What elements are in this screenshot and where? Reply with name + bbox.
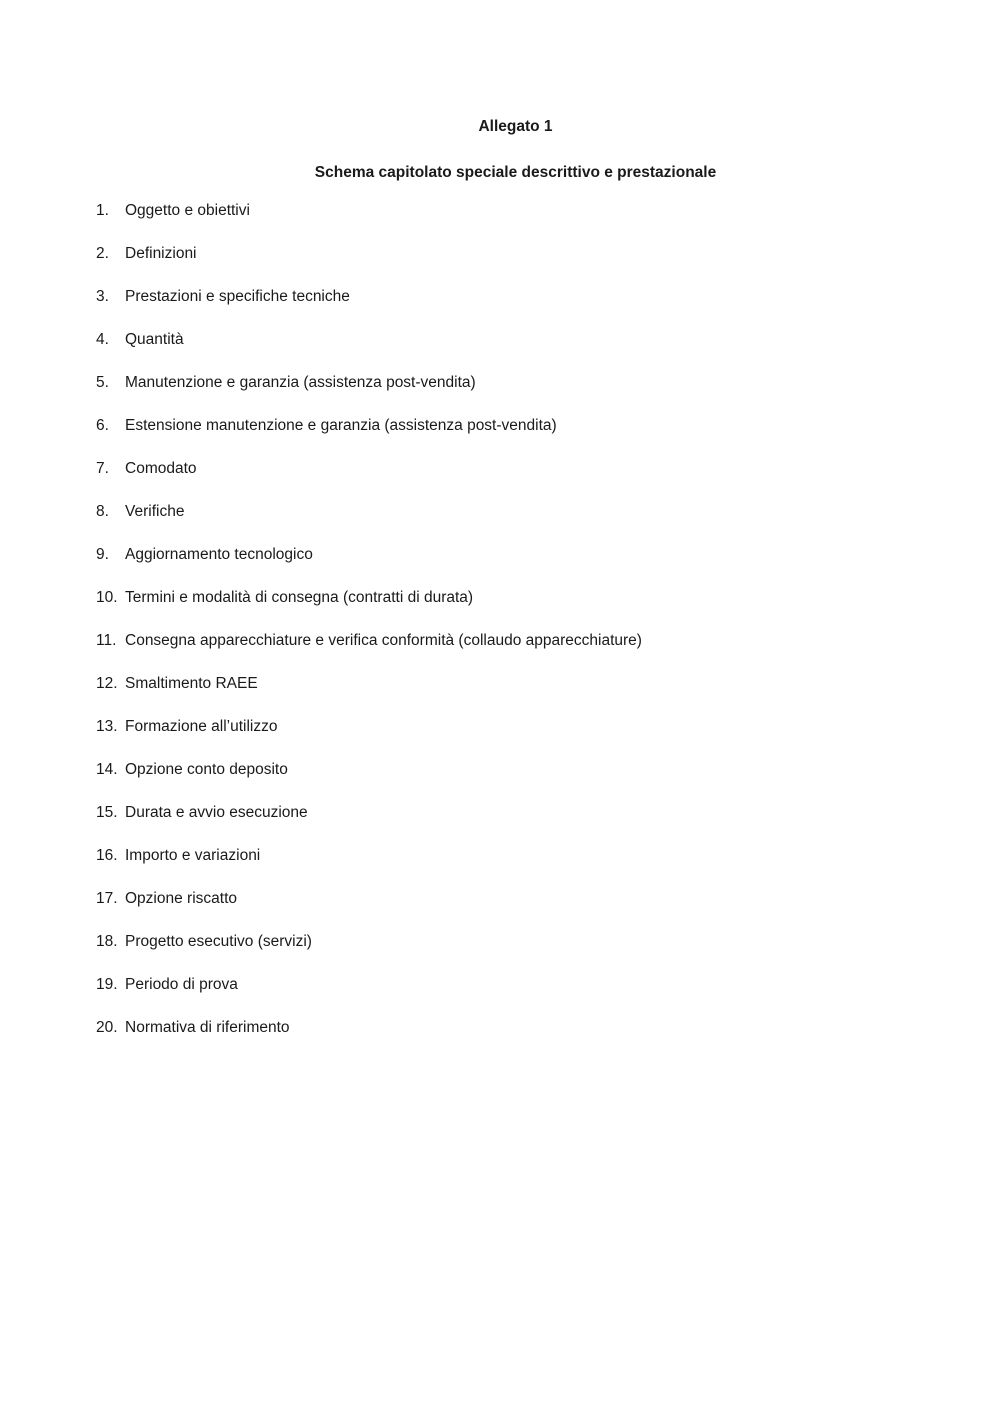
list-item	[96, 587, 935, 608]
list-item	[96, 673, 935, 694]
list-item-text: Periodo di prova	[125, 976, 238, 993]
list-item	[96, 974, 935, 995]
list-item-number: 1.	[96, 202, 109, 219]
list-item-number: 18.	[96, 933, 118, 950]
list-item	[96, 931, 935, 952]
list-item-number: 3.	[96, 288, 109, 305]
list-item-number: 16.	[96, 847, 118, 864]
list-item-text: Comodato	[125, 460, 197, 477]
list-item-text: Smaltimento RAEE	[125, 675, 258, 692]
list-item	[96, 630, 935, 651]
toc-list	[96, 200, 935, 1038]
page-title: Allegato 1	[478, 118, 553, 135]
page-subtitle: Schema capitolato speciale descrittivo e prestazionale	[314, 164, 717, 181]
list-item-number: 17.	[96, 890, 118, 907]
list-item-text: Oggetto e obiettivi	[125, 202, 250, 219]
list-item-number: 4.	[96, 331, 109, 348]
list-item	[96, 501, 935, 522]
list-item-text: Progetto esecutivo (servizi)	[125, 933, 312, 950]
list-item-number: 6.	[96, 417, 109, 434]
list-item	[96, 372, 935, 393]
list-item-number: 2.	[96, 245, 109, 262]
list-item	[96, 845, 935, 866]
list-item-text: Opzione riscatto	[125, 890, 237, 907]
list-item	[96, 544, 935, 565]
list-item	[96, 1017, 935, 1038]
list-item	[96, 415, 935, 436]
list-item-text: Termini e modalità di consegna (contratti di durata)	[125, 589, 474, 606]
list-item	[96, 458, 935, 479]
list-item-number: 15.	[96, 804, 118, 821]
list-item-text: Importo e variazioni	[125, 847, 261, 864]
list-item-text: Prestazioni e specifiche tecniche	[125, 288, 350, 305]
list-item-number: 11.	[96, 632, 117, 649]
list-item-text: Normativa di riferimento	[125, 1019, 290, 1036]
list-item	[96, 243, 935, 264]
list-item	[96, 329, 935, 350]
list-item-number: 14.	[96, 761, 118, 778]
list-item-number: 10.	[96, 589, 118, 606]
list-item-number: 20.	[96, 1019, 118, 1036]
list-item-number: 12.	[96, 675, 118, 692]
list-item-text: Formazione all’utilizzo	[125, 718, 278, 735]
list-item	[96, 802, 935, 823]
list-item-text: Verifiche	[125, 503, 185, 520]
list-item	[96, 716, 935, 737]
list-item-number: 9.	[96, 546, 109, 563]
list-item-text: Aggiornamento tecnologico	[125, 546, 313, 563]
list-item-number: 13.	[96, 718, 118, 735]
list-item-text: Definizioni	[125, 245, 197, 262]
list-item-text: Estensione manutenzione e garanzia (assistenza post-vendita)	[125, 417, 557, 434]
list-item	[96, 888, 935, 909]
list-item-text: Quantità	[125, 331, 184, 348]
list-item-text: Durata e avvio esecuzione	[125, 804, 308, 821]
list-item-number: 19.	[96, 976, 118, 993]
list-item	[96, 759, 935, 780]
list-item-number: 8.	[96, 503, 109, 520]
list-item-text: Manutenzione e garanzia (assistenza post-vendita)	[125, 374, 476, 391]
list-item-text: Consegna apparecchiature e verifica conformità (collaudo apparecchiature)	[125, 632, 642, 649]
list-item-number: 5.	[96, 374, 109, 391]
list-item-number: 7.	[96, 460, 109, 477]
list-item-text: Opzione conto deposito	[125, 761, 288, 778]
list-item	[96, 286, 935, 307]
list-item	[96, 200, 935, 221]
